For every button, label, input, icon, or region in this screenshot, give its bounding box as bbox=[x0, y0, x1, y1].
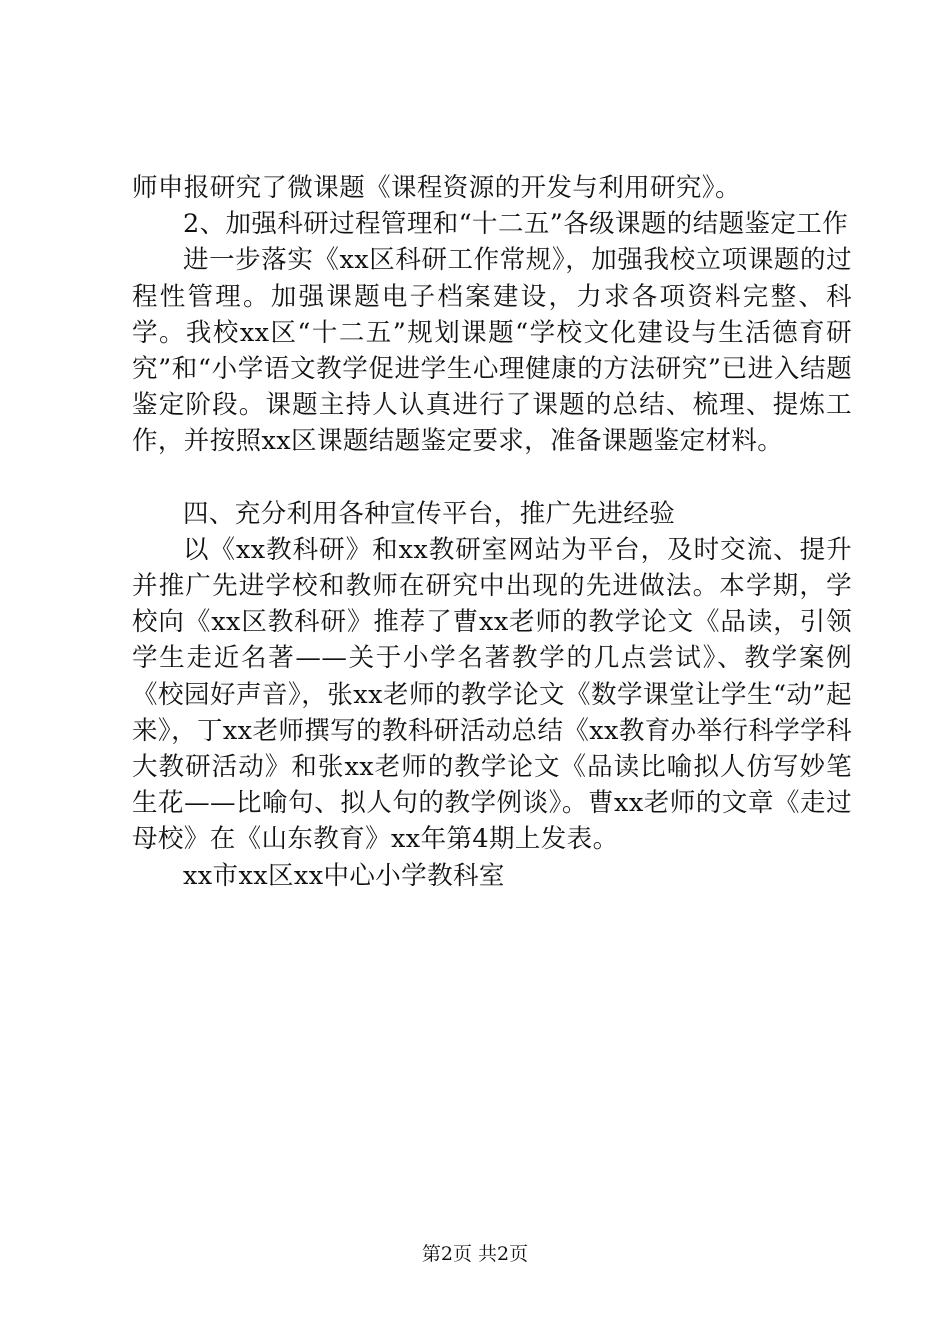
paragraph-promotion: 以《xx教科研》和xx教研室网站为平台，及时交流、提升并推广先进学校和教师在研究中出现的先进做法。本学期，学校向《xx区教科研》推荐了曹xx老师的教学论文《品读，引领学生走近名著——关于小学名著教学的几点尝试》、教学案例《校园好声音》，张xx老师的教学论文《数学课堂让学生“动”起来》，丁xx老师撰写的教科研活动总结《xx教育办举行科学学科大教研活动》和张xx老师的教学论文《品读比喻拟人仿写妙笔生花——比喻句、拟人句的教学例谈》。曹xx老师的文章《走过母校》在《山东教育》xx年第4期上发表。 bbox=[132, 534, 852, 855]
paragraph-research-management: 进一步落实《xx区科研工作常规》，加强我校立项课题的过程性管理。加强课题电子档案建设，力求各项资料完整、科学。我校xx区“十二五”规划课题“学校文化建设与生活德育研究”和“小学语文教学促进学生心理健康的方法研究”已进入结题鉴定阶段。课题主持人认真进行了课题的总结、梳理、提炼工作，并按照xx区课题结题鉴定要求，准备课题鉴定材料。 bbox=[132, 245, 852, 457]
page-footer: 第2页 共2页 bbox=[421, 1243, 529, 1265]
paragraph-continuation: 师申报研究了微课题《课程资源的开发与利用研究》。 bbox=[132, 173, 741, 203]
document-body bbox=[132, 170, 852, 894]
signature-line: xx市xx区xx中心小学教科室 bbox=[183, 860, 505, 891]
section-heading-4: 四、充分利用各种宣传平台，推广先进经验 bbox=[183, 498, 676, 529]
section-heading-2: 2、加强科研过程管理和“十二五”各级课题的结题鉴定工作 bbox=[183, 209, 849, 240]
paragraph-gap bbox=[132, 460, 852, 496]
